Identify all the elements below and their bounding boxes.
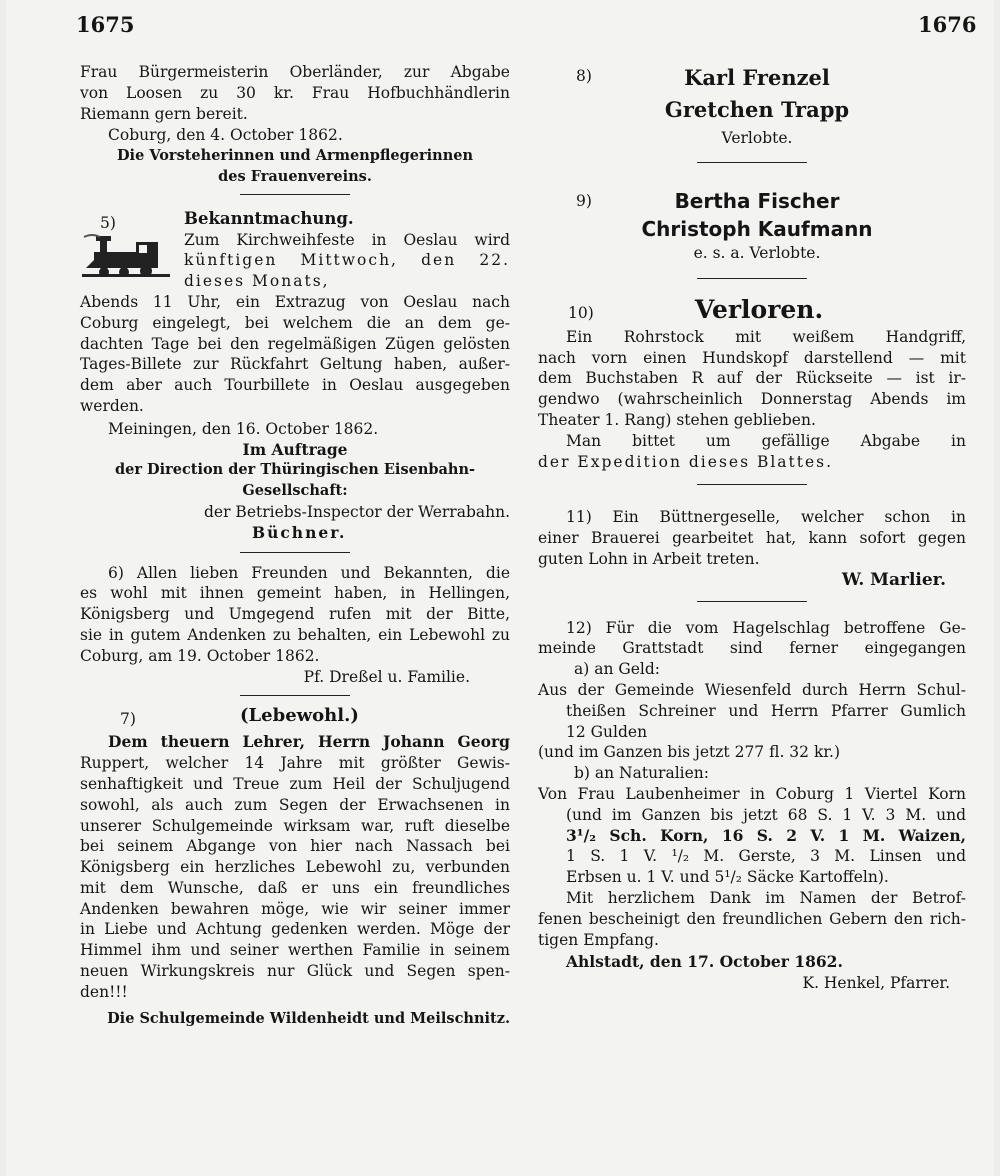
notice-heading: Bekanntmachung.: [184, 208, 354, 228]
signature-name: Büchner.: [252, 522, 347, 542]
text-line: (und im Ganzen bis jetzt 277 fl. 32 kr.): [538, 743, 841, 762]
text-line: Coburg, am 19. October 1862.: [80, 646, 320, 665]
date-line: Ahlstadt, den 17. October 1862.: [566, 952, 843, 972]
notice-9: [538, 187, 966, 264]
notice-5: [80, 209, 510, 544]
text-line: Coburg eingelegt, bei welchem die an dem ge-: [80, 313, 510, 332]
text-line: Tages-Billete zur Rückfahrt Geltung haben, außer-: [80, 355, 510, 374]
text-line: Dem theuern Lehrer, Herrn Johann Georg: [108, 732, 510, 752]
signature-line: des Frauenvereins.: [218, 167, 372, 185]
text-line: Man bittet um gefällige Abgabe in: [566, 431, 966, 450]
separator-rule: [697, 162, 807, 163]
signature-line: der Betriebs-Inspector der Werrabahn.: [204, 502, 510, 521]
right-column: [538, 62, 966, 994]
text-line: bei seinem Abgange von hier nach Nassach bei: [80, 837, 510, 856]
text-line: meinde Grattstadt sind ferner eingegangen: [538, 639, 966, 658]
text-line: 12) Für die vom Hagelschlag betroffene Ge-: [566, 618, 966, 637]
locomotive-image: [80, 213, 174, 279]
text-line: sowohl, als auch zum Segen der Erwachsenen in: [80, 795, 510, 814]
notice-number: 8): [576, 67, 592, 85]
signature-line: Die Vorsteherinnen und Armenpflegerinnen: [116, 147, 474, 165]
text-line: dachten Tage bei den regelmäßigen Zügen gelösten: [80, 334, 510, 353]
page-number-left: 1675: [76, 12, 135, 37]
text-line: Von Frau Laubenheimer in Coburg 1 Viertel Korn: [538, 784, 966, 803]
text-line: den!!!: [80, 982, 128, 1001]
text-line: Andenken bewahren möge, wie wir seiner immer: [80, 899, 510, 918]
text-line: künftigen Mittwoch, den 22.: [184, 251, 510, 270]
date-line: Meiningen, den 16. October 1862.: [108, 419, 379, 438]
text-line: dieses Monats,: [184, 272, 330, 291]
text-line: 6) Allen lieben Freunden und Bekannten, die: [108, 563, 510, 582]
text-line: Königsberg ein herzliches Lebewohl zu, verbunden: [80, 858, 510, 877]
text-line: 1 S. 1 V. ¹/₂ M. Gerste, 3 M. Linsen und: [566, 847, 966, 866]
notice-6: [80, 563, 510, 688]
signature-line: K. Henkel, Pfarrer.: [802, 974, 950, 993]
separator-rule: [697, 484, 807, 485]
signature-line: der Direction der Thüringischen Eisenbahn-Gesellschaft:: [114, 461, 476, 500]
notice-7: [80, 706, 510, 1029]
text-line: der Expedition dieses Blattes.: [538, 452, 834, 471]
text-line: in Liebe und Achtung gedenken werden. Möge der: [80, 920, 510, 939]
signature-line: Die Schulgemeinde Wildenheidt und Meilschnitz.: [107, 1009, 510, 1027]
status-line: Verlobte.: [721, 129, 793, 147]
text-line: Erbsen u. 1 V. und 5¹/₂ Säcke Kartoffeln).: [566, 868, 889, 887]
text-line: gendwo (wahrscheinlich Donnerstag Abends im: [538, 390, 966, 409]
name-line: Bertha Fischer: [674, 189, 840, 213]
notice-number: 9): [576, 192, 592, 210]
text-line: sie in gutem Andenken zu behalten, ein Lebewohl zu: [80, 625, 510, 644]
text-line: mit dem Wunsche, daß er uns ein freundliches: [80, 878, 510, 897]
text-line: 3¹/₂ Sch. Korn, 16 S. 2 V. 1 M. Waizen,: [566, 825, 966, 845]
notice-10: [538, 293, 966, 473]
text-line: einer Brauerei gearbeitet hat, kann sofort gegen: [538, 529, 966, 548]
text-line: dem Buchstaben R auf der Rückseite — ist ir-: [538, 369, 966, 388]
notice-8: [538, 62, 966, 150]
signature-line: W. Marlier.: [841, 569, 946, 590]
notice-heading: (Lebewohl.): [240, 705, 359, 727]
notice-11: [538, 507, 966, 590]
separator-rule: [697, 278, 807, 279]
left-column: [80, 62, 510, 1029]
text-line: Ein Rohrstock mit weißem Handgriff,: [566, 327, 966, 346]
text-line: Theater 1. Rang) stehen geblieben.: [538, 410, 816, 429]
name-line: Christoph Kaufmann: [641, 217, 873, 241]
date-line: Coburg, den 4. October 1862.: [108, 126, 343, 145]
text-line: b) an Naturalien:: [574, 764, 710, 783]
text-line: nach vorn einen Hundskopf darstellend — mit: [538, 348, 966, 367]
text-line: Aus der Gemeinde Wiesenfeld durch Herrn Schul-: [538, 680, 966, 699]
text-line: neuen Wirkungskreis nur Glück und Segen spen-: [80, 962, 510, 981]
text-line: 11) Ein Büttnergeselle, welcher schon in: [566, 508, 966, 527]
text-line: Riemann gern bereit.: [80, 104, 248, 123]
text-line: Himmel ihm und seiner werthen Familie in seinem: [80, 941, 510, 960]
notice-number: 5): [100, 213, 116, 232]
notice-12: [538, 618, 966, 994]
text-line: von Loosen zu 30 kr. Frau Hofbuchhändlerin: [80, 83, 510, 102]
text-line: Mit herzlichem Dank im Namen der Betrof-: [566, 888, 966, 907]
text-line: es wohl mit ihnen gemeint haben, in Hellingen,: [80, 584, 510, 603]
text-line: fenen bescheinigt den freundlichen Gebern den rich-: [538, 909, 966, 928]
notice-number: 10): [568, 303, 594, 322]
text-line: dem aber auch Tourbillete in Oeslau ausgegeben: [80, 376, 510, 395]
locomotive-icon: [80, 234, 172, 282]
newspaper-page: [6, 0, 994, 1176]
text-line: guten Lohn in Arbeit treten.: [538, 549, 760, 568]
separator-rule: [240, 552, 350, 553]
name-line: Gretchen Trapp: [664, 97, 850, 122]
separator-rule: [240, 194, 350, 195]
signature-line: Pf. Dreßel u. Familie.: [303, 667, 470, 686]
text-line: a) an Geld:: [574, 660, 661, 679]
text-line: 12 Gulden: [566, 722, 648, 741]
text-line: senhaftigkeit und Treue zum Heil der Schuljugend: [80, 774, 510, 793]
text-line: werden.: [80, 396, 144, 415]
text-line: Königsberg und Umgegend rufen mit der Bitte,: [80, 605, 510, 624]
page-number-right: 1676: [918, 12, 977, 37]
text-line: tigen Empfang.: [538, 930, 659, 949]
text-line: Frau Bürgermeisterin Oberländer, zur Abgabe: [80, 63, 510, 81]
signature-line: Im Auftrage: [242, 439, 348, 459]
text-line: Ruppert, welcher 14 Jahre mit größter Gewis-: [80, 754, 510, 773]
text-line: Abends 11 Uhr, ein Extrazug von Oeslau nach: [80, 292, 510, 311]
text-line: (und im Ganzen bis jetzt 68 S. 1 V. 3 M. und: [566, 805, 966, 824]
separator-rule: [697, 601, 807, 602]
separator-rule: [240, 695, 350, 696]
notice-heading: Verloren.: [694, 294, 824, 324]
name-line: Karl Frenzel: [684, 65, 830, 90]
notice-number: 7): [120, 710, 136, 729]
notice-heading-row: [80, 706, 510, 732]
text-line: theißen Schreiner und Herrn Pfarrer Gumlich: [566, 701, 966, 720]
status-line: e. s. a. Verlobte.: [693, 244, 821, 262]
text-line: Zum Kirchweihfeste in Oeslau wird: [184, 230, 510, 249]
text-line: unserer Schulgemeinde wirksam war, ruft dieselbe: [80, 816, 510, 835]
